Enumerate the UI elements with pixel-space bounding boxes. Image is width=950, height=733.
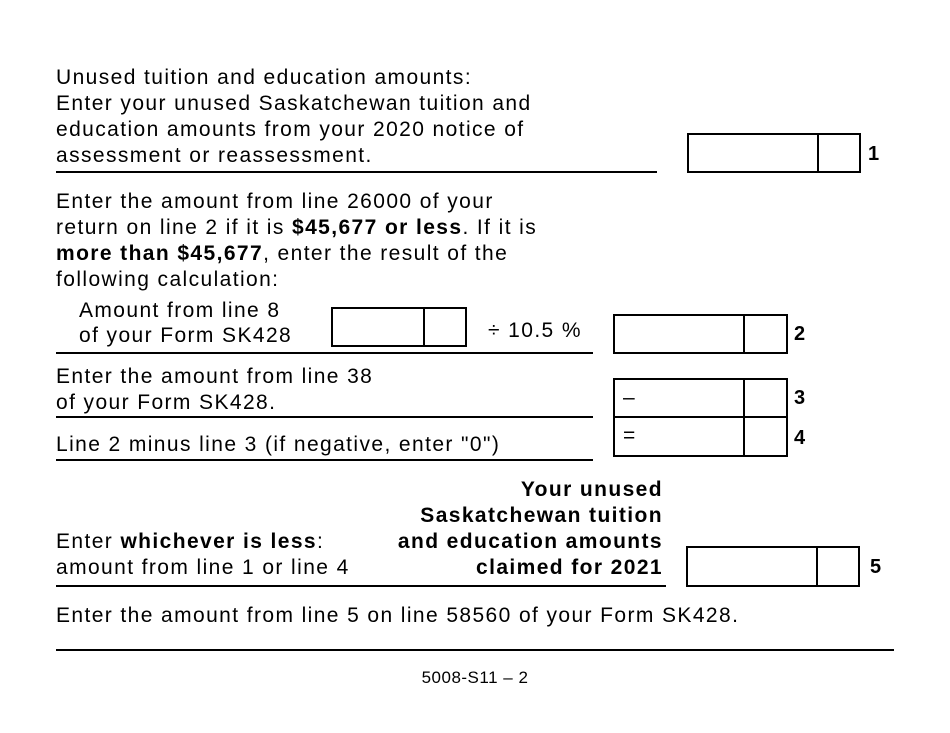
divider <box>56 171 657 173</box>
instruction-text: return on line 2 if it is $45,677 or less. If it is <box>56 216 538 239</box>
divider <box>56 416 593 418</box>
result-label: and education amounts <box>397 530 663 553</box>
cents-divider <box>816 548 818 585</box>
cents-divider <box>743 418 745 455</box>
instruction-text: Enter the amount from line 26000 of your <box>56 190 494 213</box>
line-number-4: 4 <box>794 427 806 449</box>
line-4-amount-field[interactable] <box>613 416 788 457</box>
divider <box>56 585 666 587</box>
calc-label: Amount from line 8 <box>79 299 281 322</box>
page-footer: 5008-S11 – 2 <box>421 668 529 687</box>
instruction-text: assessment or reassessment. <box>56 144 373 167</box>
cents-divider <box>817 135 819 171</box>
cents-divider <box>743 316 745 352</box>
line-1-amount-field[interactable] <box>687 133 861 173</box>
equals-sign: = <box>623 424 636 447</box>
instruction-text: Enter whichever is less: <box>56 530 325 553</box>
line-5-amount-field[interactable] <box>686 546 860 587</box>
instruction-text: of your Form SK428. <box>56 391 277 414</box>
line-number-1: 1 <box>868 143 880 165</box>
instruction-text: following calculation: <box>56 268 280 291</box>
divider <box>56 459 593 461</box>
line-number-5: 5 <box>870 556 882 578</box>
sk428-line-8-field[interactable] <box>331 307 467 347</box>
minus-sign: – <box>623 386 635 409</box>
footer-divider <box>56 649 894 651</box>
result-label: Your unused <box>520 478 663 501</box>
instruction-text: Enter the amount from line 38 <box>56 365 374 388</box>
line-number-2: 2 <box>794 323 806 345</box>
instruction-text: Enter your unused Saskatchewan tuition and <box>56 92 532 115</box>
divisor-text: ÷ 10.5 % <box>488 319 582 342</box>
result-label: claimed for 2021 <box>476 556 663 579</box>
calc-label: of your Form SK428 <box>79 324 293 347</box>
instruction-text: Line 2 minus line 3 (if negative, enter "0") <box>56 433 501 456</box>
line-2-amount-field[interactable] <box>613 314 788 354</box>
final-instruction: Enter the amount from line 5 on line 58560 of your Form SK428. <box>56 604 740 627</box>
divider <box>56 352 593 354</box>
cents-divider <box>423 309 425 345</box>
instruction-text: education amounts from your 2020 notice of <box>56 118 525 141</box>
section-heading: Unused tuition and education amounts: <box>56 66 473 89</box>
line-number-3: 3 <box>794 387 806 409</box>
result-label: Saskatchewan tuition <box>420 504 663 527</box>
instruction-text: amount from line 1 or line 4 <box>56 556 350 579</box>
cents-divider <box>743 380 745 416</box>
line-3-amount-field[interactable] <box>613 378 788 418</box>
instruction-text: more than $45,677, enter the result of the <box>56 242 509 265</box>
